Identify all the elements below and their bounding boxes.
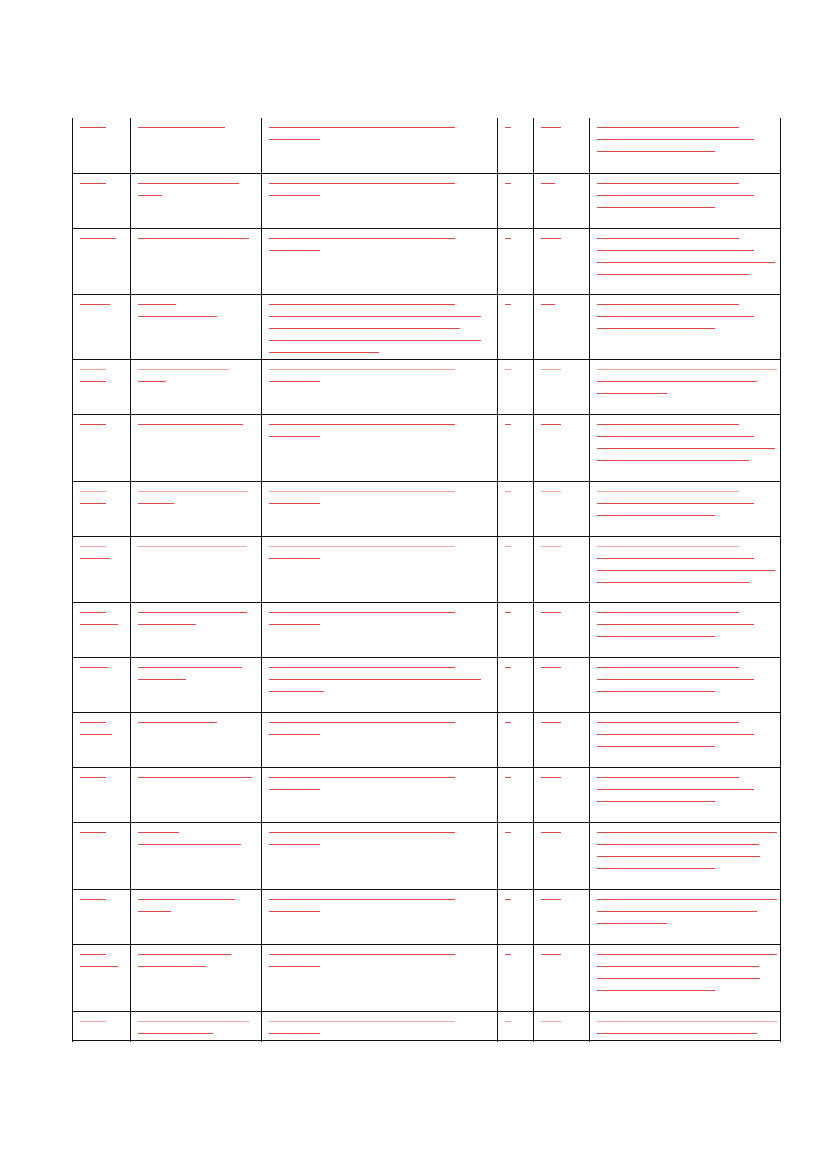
redacted-text-line [269, 777, 455, 778]
redacted-text-line [597, 424, 739, 425]
redacted-text-line [269, 667, 455, 668]
redacted-text-line [138, 832, 179, 833]
redacted-text-line [269, 624, 320, 625]
redacted-text-line [269, 722, 455, 723]
table-column-rule [261, 118, 262, 1042]
redacted-text-line [138, 424, 243, 425]
redacted-text-line [505, 546, 511, 547]
redacted-text-line [138, 546, 247, 547]
redacted-text-line [597, 570, 775, 571]
redacted-text-line [541, 722, 561, 723]
redacted-text-line [597, 582, 749, 583]
redacted-text-line [138, 844, 241, 845]
table-row-rule [72, 944, 781, 945]
redacted-text-line [138, 183, 239, 184]
redacted-text-line [138, 503, 174, 504]
redacted-text-line [505, 1021, 511, 1022]
redacted-text-line [597, 503, 754, 504]
table-row-rule [72, 1040, 781, 1041]
redacted-text-line [138, 381, 166, 382]
table-column-rule [72, 118, 73, 1042]
table-row-rule [72, 481, 781, 482]
redacted-text-line [269, 183, 455, 184]
redacted-text-line [138, 369, 229, 370]
table-row-rule [72, 822, 781, 823]
redacted-text-line [541, 424, 561, 425]
redacted-text-line [80, 722, 106, 723]
redacted-text-line [269, 679, 481, 680]
redacted-text-line [597, 558, 754, 559]
table-row-rule [72, 889, 781, 890]
redacted-text-line [505, 899, 511, 900]
redacted-text-line [269, 844, 320, 845]
redacted-text-line [597, 954, 777, 955]
table-column-rule [130, 118, 131, 1042]
redacted-text-line [597, 238, 739, 239]
redacted-text-line [505, 424, 511, 425]
table-row-rule [72, 536, 781, 537]
redacted-text-line [80, 612, 106, 613]
redacted-text-line [541, 612, 561, 613]
redacted-text-line [269, 369, 455, 370]
redacted-text-line [80, 503, 106, 504]
table-row-rule [72, 414, 781, 415]
redacted-text-line [597, 734, 754, 735]
redacted-text-line [269, 789, 320, 790]
redacted-text-line [138, 316, 217, 317]
redacted-text-line [597, 777, 739, 778]
redacted-text-line [269, 734, 320, 735]
redacted-text-line [597, 1033, 757, 1034]
redacted-text-line [597, 923, 667, 924]
redacted-text-line [269, 954, 455, 955]
redacted-text-line [138, 195, 162, 196]
redacted-text-line [80, 546, 106, 547]
redacted-text-line [597, 911, 757, 912]
redacted-text-line [80, 369, 106, 370]
redacted-text-line [138, 304, 176, 305]
table-column-rule [780, 118, 781, 1042]
redacted-text-line [269, 195, 320, 196]
redacted-text-line [80, 127, 106, 128]
redacted-text-line [597, 183, 739, 184]
redacted-text-line [269, 340, 481, 341]
redacted-text-line [597, 868, 715, 869]
redacted-text-line [138, 1021, 249, 1022]
redacted-text-line [541, 899, 561, 900]
redacted-text-line [505, 832, 511, 833]
redacted-text-line [597, 448, 775, 449]
redacted-text-line [138, 777, 252, 778]
table-row-rule [72, 228, 781, 229]
redacted-text-line [541, 667, 561, 668]
redacted-text-line [597, 636, 715, 637]
redacted-text-line [597, 1021, 777, 1022]
redacted-text-line [597, 990, 715, 991]
redacted-text-line [541, 832, 561, 833]
redacted-text-line [138, 1033, 213, 1034]
redacted-text-line [138, 911, 171, 912]
redacted-text-line [505, 183, 511, 184]
redacted-text-line [597, 966, 759, 967]
table-column-rule [533, 118, 534, 1042]
redacted-text-line [505, 777, 511, 778]
redacted-text-line [80, 381, 106, 382]
table-column-rule [589, 118, 590, 1042]
redacted-text-line [541, 1021, 561, 1022]
redacted-text-line [597, 328, 715, 329]
redacted-text-line [505, 304, 511, 305]
redacted-text-line [80, 238, 116, 239]
redacted-text-line [269, 491, 455, 492]
redacted-text-line [80, 899, 106, 900]
redacted-text-line [597, 832, 777, 833]
redacted-text-line [541, 777, 561, 778]
table-column-rule [497, 118, 498, 1042]
redacted-text-line [597, 899, 777, 900]
redacted-text-line [597, 250, 754, 251]
redacted-text-line [269, 899, 455, 900]
table-row-rule [72, 294, 781, 295]
redacted-text-line [138, 238, 249, 239]
redacted-text-line [597, 195, 754, 196]
redacted-text-line [505, 667, 511, 668]
redacted-text-line [80, 304, 110, 305]
redacted-text-line [597, 722, 739, 723]
redacted-text-line [541, 491, 561, 492]
redacted-text-line [269, 691, 324, 692]
redacted-text-line [597, 436, 754, 437]
redacted-text-line [269, 832, 455, 833]
redacted-text-line [505, 369, 511, 370]
redacted-text-line [269, 304, 455, 305]
redacted-text-line [597, 515, 715, 516]
redacted-text-line [597, 381, 757, 382]
redacted-text-line [597, 262, 775, 263]
redacted-text-line [541, 546, 561, 547]
redacted-text-line [138, 624, 196, 625]
redacted-text-line [269, 424, 455, 425]
redacted-text-line [80, 954, 106, 955]
redacted-text-line [269, 238, 455, 239]
redacted-text-line [269, 250, 320, 251]
redacted-text-line [597, 691, 715, 692]
redacted-text-line [269, 503, 320, 504]
redacted-text-line [505, 612, 511, 613]
redacted-text-line [505, 722, 511, 723]
redacted-text-line [597, 746, 715, 747]
redacted-text-line [269, 966, 320, 967]
redacted-text-line [269, 558, 320, 559]
redacted-text-line [80, 183, 106, 184]
redacted-text-line [80, 667, 108, 668]
redacted-text-line [80, 966, 118, 967]
table-row-rule [72, 1011, 781, 1012]
redacted-text-line [269, 316, 481, 317]
redacted-text-line [269, 1021, 455, 1022]
redacted-text-line [80, 832, 106, 833]
redacted-text-line [597, 546, 739, 547]
redacted-text-line [269, 352, 379, 353]
table-row-rule [72, 712, 781, 713]
redacted-text-line [138, 899, 235, 900]
redacted-text-line [269, 381, 320, 382]
redacted-text-line [269, 127, 455, 128]
redacted-text-line [541, 127, 561, 128]
redacted-text-line [138, 954, 231, 955]
redacted-text-line [80, 777, 106, 778]
redacted-text-line [80, 624, 118, 625]
redacted-text-line [597, 856, 760, 857]
redacted-text-line [597, 801, 715, 802]
redacted-text-line [138, 966, 206, 967]
redacted-text-line [269, 546, 455, 547]
redacted-text-line [138, 679, 186, 680]
redacted-text-line [269, 436, 320, 437]
redacted-text-line [597, 393, 667, 394]
redacted-text-line [138, 722, 217, 723]
redacted-text-line [269, 328, 460, 329]
redacted-text-line [505, 491, 511, 492]
redacted-text-line [597, 316, 754, 317]
redacted-text-line [269, 139, 320, 140]
redacted-text-line [597, 844, 759, 845]
redacted-text-line [597, 667, 739, 668]
redacted-text-line [541, 954, 561, 955]
redacted-text-line [269, 612, 455, 613]
redacted-text-line [597, 624, 754, 625]
redacted-text-line [269, 1033, 320, 1034]
redacted-text-line [597, 612, 739, 613]
redacted-text-line [597, 491, 739, 492]
table-row-rule [72, 602, 781, 603]
redacted-text-line [597, 139, 754, 140]
redacted-text-line [80, 734, 112, 735]
table-row-rule [72, 359, 781, 360]
redacted-text-line [80, 424, 106, 425]
redacted-text-line [541, 238, 561, 239]
redacted-text-line [80, 558, 110, 559]
redacted-text-line [597, 978, 760, 979]
redacted-text-line [138, 612, 247, 613]
redacted-text-line [597, 460, 749, 461]
redacted-text-line [597, 274, 749, 275]
redacted-text-line [505, 954, 511, 955]
redacted-text-line [505, 238, 511, 239]
table-row-rule [72, 173, 781, 174]
redacted-text-line [505, 127, 511, 128]
redacted-text-line [138, 491, 248, 492]
table-row-rule [72, 767, 781, 768]
redacted-text-line [138, 127, 225, 128]
redacted-text-line [597, 369, 777, 370]
redacted-text-line [597, 127, 739, 128]
redacted-text-line [541, 369, 561, 370]
redacted-text-line [80, 1021, 106, 1022]
table-row-rule [72, 657, 781, 658]
redacted-text-line [597, 151, 715, 152]
redacted-text-line [80, 491, 106, 492]
redacted-text-line [269, 911, 320, 912]
redacted-text-line [138, 667, 242, 668]
redacted-text-line [597, 207, 715, 208]
redacted-text-line [597, 304, 739, 305]
redacted-text-line [597, 679, 754, 680]
redacted-text-line [541, 183, 555, 184]
redacted-text-line [541, 304, 555, 305]
redacted-text-line [597, 789, 754, 790]
